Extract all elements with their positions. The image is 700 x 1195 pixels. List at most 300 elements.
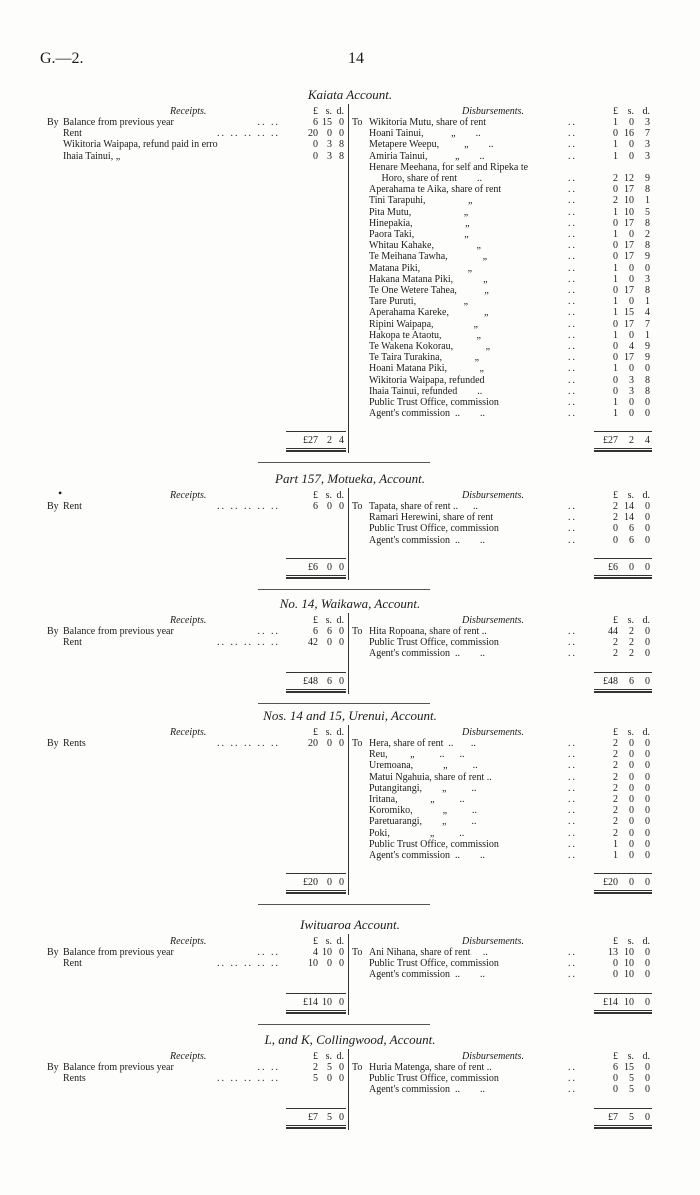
disbursement-pounds: 0 [613,534,618,546]
disbursements-total-pence: 0 [645,675,650,687]
disbursement-description: Public Trust Office, commission [369,1073,499,1085]
disbursement-pounds: 2 [613,749,618,761]
money-heading-shilling: s. [325,1051,332,1062]
disbursement-row [0,352,700,363]
money-heading-pound: £ [613,490,618,501]
disbursement-row [0,637,700,648]
disbursements-total-pence: 0 [645,996,650,1008]
disbursement-shillings: 14 [624,512,634,524]
receipts-total-pence: 0 [339,561,344,573]
disbursement-row [0,251,700,262]
receipt-shillings: 0 [327,1073,332,1085]
disbursement-leader-dots: .. [568,217,577,229]
disbursement-leader-dots: .. [568,240,577,252]
disbursement-leader-dots: .. [568,251,577,263]
disbursement-pence: 8 [645,285,650,296]
money-heading-pence: d. [642,1051,650,1062]
disbursement-shillings: 17 [624,251,634,263]
disbursement-pounds: 1 [613,850,618,861]
receipts-total-rule [286,873,346,874]
receipts-label: Receipts. [170,1051,207,1062]
disbursement-leader-dots: .. [568,206,577,218]
receipts-total-shillings: 0 [327,877,332,889]
money-heading-shilling: s. [627,727,634,738]
disbursement-row [0,772,700,783]
receipts-total-rule [286,1108,346,1109]
disbursement-pounds: 0 [613,352,618,364]
receipt-pounds: 2 [313,1062,318,1073]
account-title: Nos. 14 and 15, Urenui, Account. [263,708,437,723]
money-heading-pence: d. [642,615,650,626]
disbursement-pounds: 2 [613,738,618,749]
disbursement-shillings: 0 [629,296,634,308]
disbursement-leader-dots: .. [568,969,577,981]
receipts-total-pounds: £27 [303,435,318,447]
disbursement-pence: 9 [645,341,650,352]
disbursement-description: Tapata, share of rent .. .. [369,501,478,512]
disbursement-pounds: 2 [613,805,618,817]
disbursement-leader-dots: .. [568,150,577,162]
disbursements-total-rule [594,1108,652,1109]
disbursement-description: Matui Ngahuia, share of rent .. [369,771,492,783]
disbursement-shillings: 0 [629,397,634,408]
disbursement-row [0,648,700,659]
disbursement-leader-dots: .. [568,128,577,140]
disbursement-pence: 7 [645,318,650,330]
disbursement-pounds: 2 [613,827,618,839]
receipt-description: Balance from previous year [63,117,174,128]
receipt-pence: 0 [339,637,344,649]
receipt-leader-dots: .. .. .. .. .. [217,738,280,749]
disbursement-shillings: 0 [629,760,634,772]
disbursement-pounds: 1 [613,206,618,218]
disbursement-row [0,969,700,980]
disbursements-label: Disbursements. [462,1051,524,1062]
disbursement-leader-dots: .. [568,195,577,207]
receipts-double-rule [286,1010,346,1014]
receipts-double-rule [286,1125,346,1129]
disbursement-row [0,828,700,839]
disbursement-row [0,839,700,850]
disbursement-pounds: 1 [613,838,618,850]
receipt-pence: 0 [339,738,344,749]
disbursement-pence: 0 [645,1084,650,1096]
receipts-total-pounds: £14 [303,996,318,1008]
disbursement-pence: 0 [645,648,650,660]
disbursement-row [0,512,700,523]
disbursement-description: Iritana, „ .. [369,794,465,805]
account-title: L, and K, Collingwood, Account. [264,1032,436,1047]
disbursement-leader-dots: .. [568,139,577,151]
disbursement-pounds: 0 [613,1073,618,1085]
money-heading-pence: d. [642,490,650,501]
disbursement-pounds: 0 [613,341,618,352]
money-heading-pence: d. [336,1051,344,1062]
disbursement-pence: 0 [645,947,650,958]
receipt-pounds: 10 [308,958,318,970]
account-title: Iwituaroa Account. [300,917,400,932]
disbursements-total-rule [594,558,652,559]
account-title: No. 14, Waikawa, Account. [279,596,421,611]
disbursement-shillings: 12 [624,173,634,184]
receipt-description: Ihaia Tainui, „ [63,150,121,162]
disbursement-pounds: 44 [608,626,618,637]
disbursement-description: Agent's commission .. .. [369,969,485,981]
receipt-description: Rent [63,501,82,512]
disbursements-double-rule [594,890,652,894]
receipts-total-shillings: 5 [327,1111,332,1123]
disbursement-prefix: To [352,501,363,512]
receipts-total-pounds: £6 [308,561,318,573]
receipt-leader-dots: .. .. .. .. .. [217,501,280,512]
disbursement-description: Public Trust Office, commission [369,838,499,850]
disbursement-shillings: 0 [629,827,634,839]
disbursement-shillings: 0 [629,363,634,375]
disbursement-description: Horo, share of rent .. [369,173,483,184]
disbursement-pence: 0 [645,760,650,772]
disbursement-shillings: 10 [624,947,634,958]
money-heading-pence: d. [336,106,344,117]
money-heading-pence: d. [336,490,344,501]
account-separator [258,589,430,590]
disbursement-pounds: 2 [613,760,618,772]
disbursement-leader-dots: .. [568,307,577,319]
receipt-leader-dots: .. .. [257,1062,280,1073]
disbursement-leader-dots: .. [568,273,577,285]
disbursements-total-pence: 0 [645,877,650,889]
disbursement-leader-dots: .. [568,1062,577,1073]
disbursements-total-shillings: 0 [629,877,634,889]
disbursements-total-shillings: 10 [624,996,634,1008]
disbursement-description: Reu, „ .. .. [369,749,465,761]
disbursement-pence: 8 [645,240,650,252]
receipt-leader-dots: .. .. [257,117,280,128]
disbursement-leader-dots: .. [568,1084,577,1096]
disbursement-description: Public Trust Office, commission [369,958,499,970]
disbursement-pounds: 2 [613,794,618,805]
receipt-pounds: 0 [313,150,318,162]
receipts-total-pounds: £7 [308,1111,318,1123]
disbursements-total [0,877,700,888]
disbursement-leader-dots: .. [568,827,577,839]
disbursement-leader-dots: .. [568,262,577,274]
disbursement-pence: 0 [645,626,650,637]
receipt-shillings: 6 [327,626,332,637]
disbursement-row [0,947,700,958]
disbursement-description: Whitau Kahake, „ [369,240,481,252]
receipt-pence: 0 [339,626,344,637]
disbursement-prefix: To [352,947,363,958]
disbursement-prefix: To [352,738,363,749]
disbursement-description: Ani Nihana, share of rent .. [369,947,488,958]
disbursement-description: Ripini Waipapa, „ [369,318,478,330]
disbursement-pounds: 0 [613,285,618,296]
receipt-pence: 0 [339,1062,344,1073]
stray-mark: • [58,486,63,500]
disbursement-pounds: 1 [613,262,618,274]
receipt-description: Balance from previous year [63,947,174,958]
receipt-pounds: 20 [308,128,318,140]
disbursement-description: Wikitoria Waipapa, refunded [369,374,485,386]
disbursement-row [0,207,700,218]
disbursement-row [0,218,700,229]
disbursement-pence: 1 [645,195,650,207]
disbursement-leader-dots: .. [568,408,577,420]
receipt-leader-dots: .. .. .. .. .. [217,637,280,649]
disbursement-pence: 2 [645,229,650,240]
receipt-pence: 8 [339,150,344,162]
account-separator [258,1024,430,1025]
disbursement-pounds: 1 [613,229,618,240]
disbursement-row [0,263,700,274]
receipt-leader-dots: .. .. .. .. .. [217,958,280,970]
disbursement-description: Pita Mutu, „ [369,206,469,218]
disbursement-pounds: 1 [613,307,618,319]
disbursement-pounds: 0 [613,523,618,535]
disbursement-leader-dots: .. [568,117,577,128]
disbursement-leader-dots: .. [568,501,577,512]
disbursement-pence: 0 [645,738,650,749]
receipt-pounds: 0 [313,139,318,151]
disbursement-shillings: 17 [624,285,634,296]
disbursement-description: Te Meihana Tawha, „ [369,251,488,263]
receipts-total-shillings: 0 [327,561,332,573]
disbursement-shillings: 15 [624,307,634,319]
receipt-pounds: 5 [313,1073,318,1085]
disbursement-row [0,375,700,386]
disbursement-pounds: 2 [613,771,618,783]
disbursement-shillings: 5 [629,1084,634,1096]
disbursement-description: Amiria Tainui, „ .. [369,150,485,162]
disbursement-pounds: 0 [613,385,618,397]
disbursement-description: Aperahama Kareke, „ [369,307,489,319]
disbursement-leader-dots: .. [568,749,577,761]
disbursement-pounds: 1 [613,117,618,128]
disbursements-total-rule [594,672,652,673]
disbursement-row [0,535,700,546]
disbursement-row [0,173,700,184]
receipt-shillings: 5 [327,1062,332,1073]
disbursement-shillings: 0 [629,805,634,817]
disbursement-pence: 8 [645,184,650,196]
disbursement-pence: 0 [645,262,650,274]
money-heading-pound: £ [613,1051,618,1062]
disbursement-description: Matana Piki, „ [369,262,473,274]
receipt-leader-dots: .. .. .. .. .. [217,128,280,140]
disbursement-shillings: 0 [629,262,634,274]
money-heading-shilling: s. [627,1051,634,1062]
disbursement-row [0,816,700,827]
disbursement-leader-dots: .. [568,397,577,408]
disbursement-description: Ramari Herewini, share of rent [369,512,494,524]
disbursement-leader-dots: .. [568,512,577,524]
disbursements-double-rule [594,689,652,693]
disbursement-pence: 3 [645,273,650,285]
disbursement-leader-dots: .. [568,816,577,828]
disbursement-description: Public Trust Office, commission [369,637,499,649]
disbursement-leader-dots: .. [568,329,577,341]
disbursement-leader-dots: .. [568,850,577,861]
receipts-total-rule [286,672,346,673]
disbursement-pounds: 1 [613,296,618,308]
disbursement-description: Henare Meehana, for self and Ripeka te [369,161,529,173]
disbursement-pounds: 2 [613,637,618,649]
disbursement-leader-dots: .. [568,805,577,817]
receipt-prefix: By [47,626,59,637]
disbursement-pounds: 1 [613,273,618,285]
disbursement-shillings: 0 [629,117,634,128]
disbursement-shillings: 4 [629,341,634,352]
money-heading-pence: d. [336,615,344,626]
receipt-description: Rent [63,958,82,970]
disbursement-row [0,1062,700,1073]
disbursement-row [0,386,700,397]
disbursement-description: Public Trust Office, commission [369,397,499,408]
disbursement-description: Hakana Matana Piki, „ [369,273,488,285]
receipt-pence: 0 [339,117,344,128]
disbursement-description: Hakopa te Ataotu, „ [369,329,481,341]
disbursements-total-rule [594,993,652,994]
disbursement-shillings: 5 [629,1073,634,1085]
receipts-total-pence: 0 [339,675,344,687]
receipt-pounds: 4 [313,947,318,958]
disbursements-total [0,676,700,687]
disbursement-leader-dots: .. [568,374,577,386]
disbursement-shillings: 2 [629,637,634,649]
disbursement-pounds: 0 [613,1084,618,1096]
receipt-shillings: 3 [327,150,332,162]
disbursement-pence: 0 [645,827,650,839]
disbursement-shillings: 15 [624,1062,634,1073]
disbursement-pence: 0 [645,397,650,408]
receipt-description: Rent [63,637,82,649]
disbursements-total-pounds: £48 [603,675,618,687]
money-heading-pound: £ [613,106,618,117]
disbursement-pounds: 2 [613,782,618,794]
disbursement-prefix: To [352,117,363,128]
disbursement-leader-dots: .. [568,523,577,535]
disbursement-shillings: 17 [624,352,634,364]
receipts-total-pence: 0 [339,1111,344,1123]
disbursement-shillings: 3 [629,374,634,386]
disbursement-leader-dots: .. [568,637,577,649]
disbursements-double-rule [594,1125,652,1129]
disbursement-pounds: 13 [608,947,618,958]
receipt-description: Wikitoria Waipapa, refund paid in erro [63,139,218,151]
receipt-shillings: 0 [327,128,332,140]
disbursement-pence: 0 [645,512,650,524]
disbursement-pence: 1 [645,329,650,341]
receipt-leader-dots: .. .. .. .. .. [217,1073,280,1085]
receipt-pounds: 6 [313,501,318,512]
disbursement-pounds: 1 [613,139,618,151]
disbursement-description: Te Taira Turakina, „ [369,352,480,364]
receipts-double-rule [286,575,346,579]
disbursement-leader-dots: .. [568,184,577,196]
disbursement-pence: 3 [645,150,650,162]
receipt-pounds: 6 [313,117,318,128]
receipt-pence: 8 [339,139,344,151]
disbursement-row [0,285,700,296]
disbursement-description: Ihaia Tainui, refunded .. [369,385,483,397]
money-heading-pound: £ [613,615,618,626]
disbursement-pounds: 6 [613,1062,618,1073]
disbursement-pence: 0 [645,363,650,375]
receipt-leader-dots: .. .. [257,626,280,637]
disbursement-pence: 0 [645,408,650,420]
receipts-double-rule [286,448,346,452]
receipt-shillings: 15 [322,117,332,128]
disbursement-pounds: 0 [613,240,618,252]
disbursement-row [0,760,700,771]
column-divider [348,725,349,895]
receipts-total-pounds: £48 [303,675,318,687]
disbursement-pounds: 0 [613,958,618,970]
disbursement-row [0,307,700,318]
disbursements-total [0,997,700,1008]
disbursement-description: Poki, „ .. [369,827,465,839]
receipts-label: Receipts. [170,727,207,738]
disbursements-total-pounds: £6 [608,561,618,573]
disbursement-leader-dots: .. [568,838,577,850]
receipt-description: Balance from previous year [63,626,174,637]
disbursement-prefix: To [352,1062,363,1073]
disbursement-description: Aperahama te Aika, share of rent [369,184,502,196]
disbursement-shillings: 17 [624,240,634,252]
receipt-leader-dots: .. .. [257,947,280,958]
disbursement-pence: 0 [645,969,650,981]
disbursement-description: Hinepakia, „ [369,217,470,229]
disbursement-leader-dots: .. [568,626,577,637]
disbursement-description: Tare Puruti, „ [369,296,469,308]
disbursement-leader-dots: .. [568,738,577,749]
receipt-pence: 0 [339,947,344,958]
receipt-shillings: 3 [327,139,332,151]
receipt-prefix: By [47,947,59,958]
disbursements-total-pounds: £7 [608,1111,618,1123]
disbursement-row [0,397,700,408]
disbursement-prefix: To [352,626,363,637]
money-heading-shilling: s. [325,490,332,501]
money-heading-shilling: s. [325,106,332,117]
disbursement-shillings: 0 [629,749,634,761]
disbursement-pence: 0 [645,637,650,649]
disbursement-pence: 9 [645,173,650,184]
disbursements-total [0,1112,700,1123]
disbursement-description: Agent's commission .. .. [369,1084,485,1096]
disbursement-pounds: 2 [613,512,618,524]
receipt-pence: 0 [339,958,344,970]
disbursement-leader-dots: .. [568,352,577,364]
disbursement-row [0,151,700,162]
disbursement-row [0,117,700,128]
disbursement-leader-dots: .. [568,1073,577,1085]
disbursement-pence: 0 [645,1073,650,1085]
money-heading-pound: £ [313,106,318,117]
disbursement-shillings: 0 [629,139,634,151]
disbursement-description: Te One Wetere Tahea, „ [369,285,489,296]
disbursements-total-rule [594,873,652,874]
receipt-description: Rent [63,128,82,140]
disbursement-description: Paora Taki, „ [369,229,469,240]
disbursement-row [0,296,700,307]
money-heading-shilling: s. [325,615,332,626]
receipts-total-pounds: £20 [303,877,318,889]
disbursement-pence: 8 [645,217,650,229]
disbursements-total-pence: 0 [645,561,650,573]
receipts-total-rule [286,431,346,432]
disbursement-row [0,240,700,251]
